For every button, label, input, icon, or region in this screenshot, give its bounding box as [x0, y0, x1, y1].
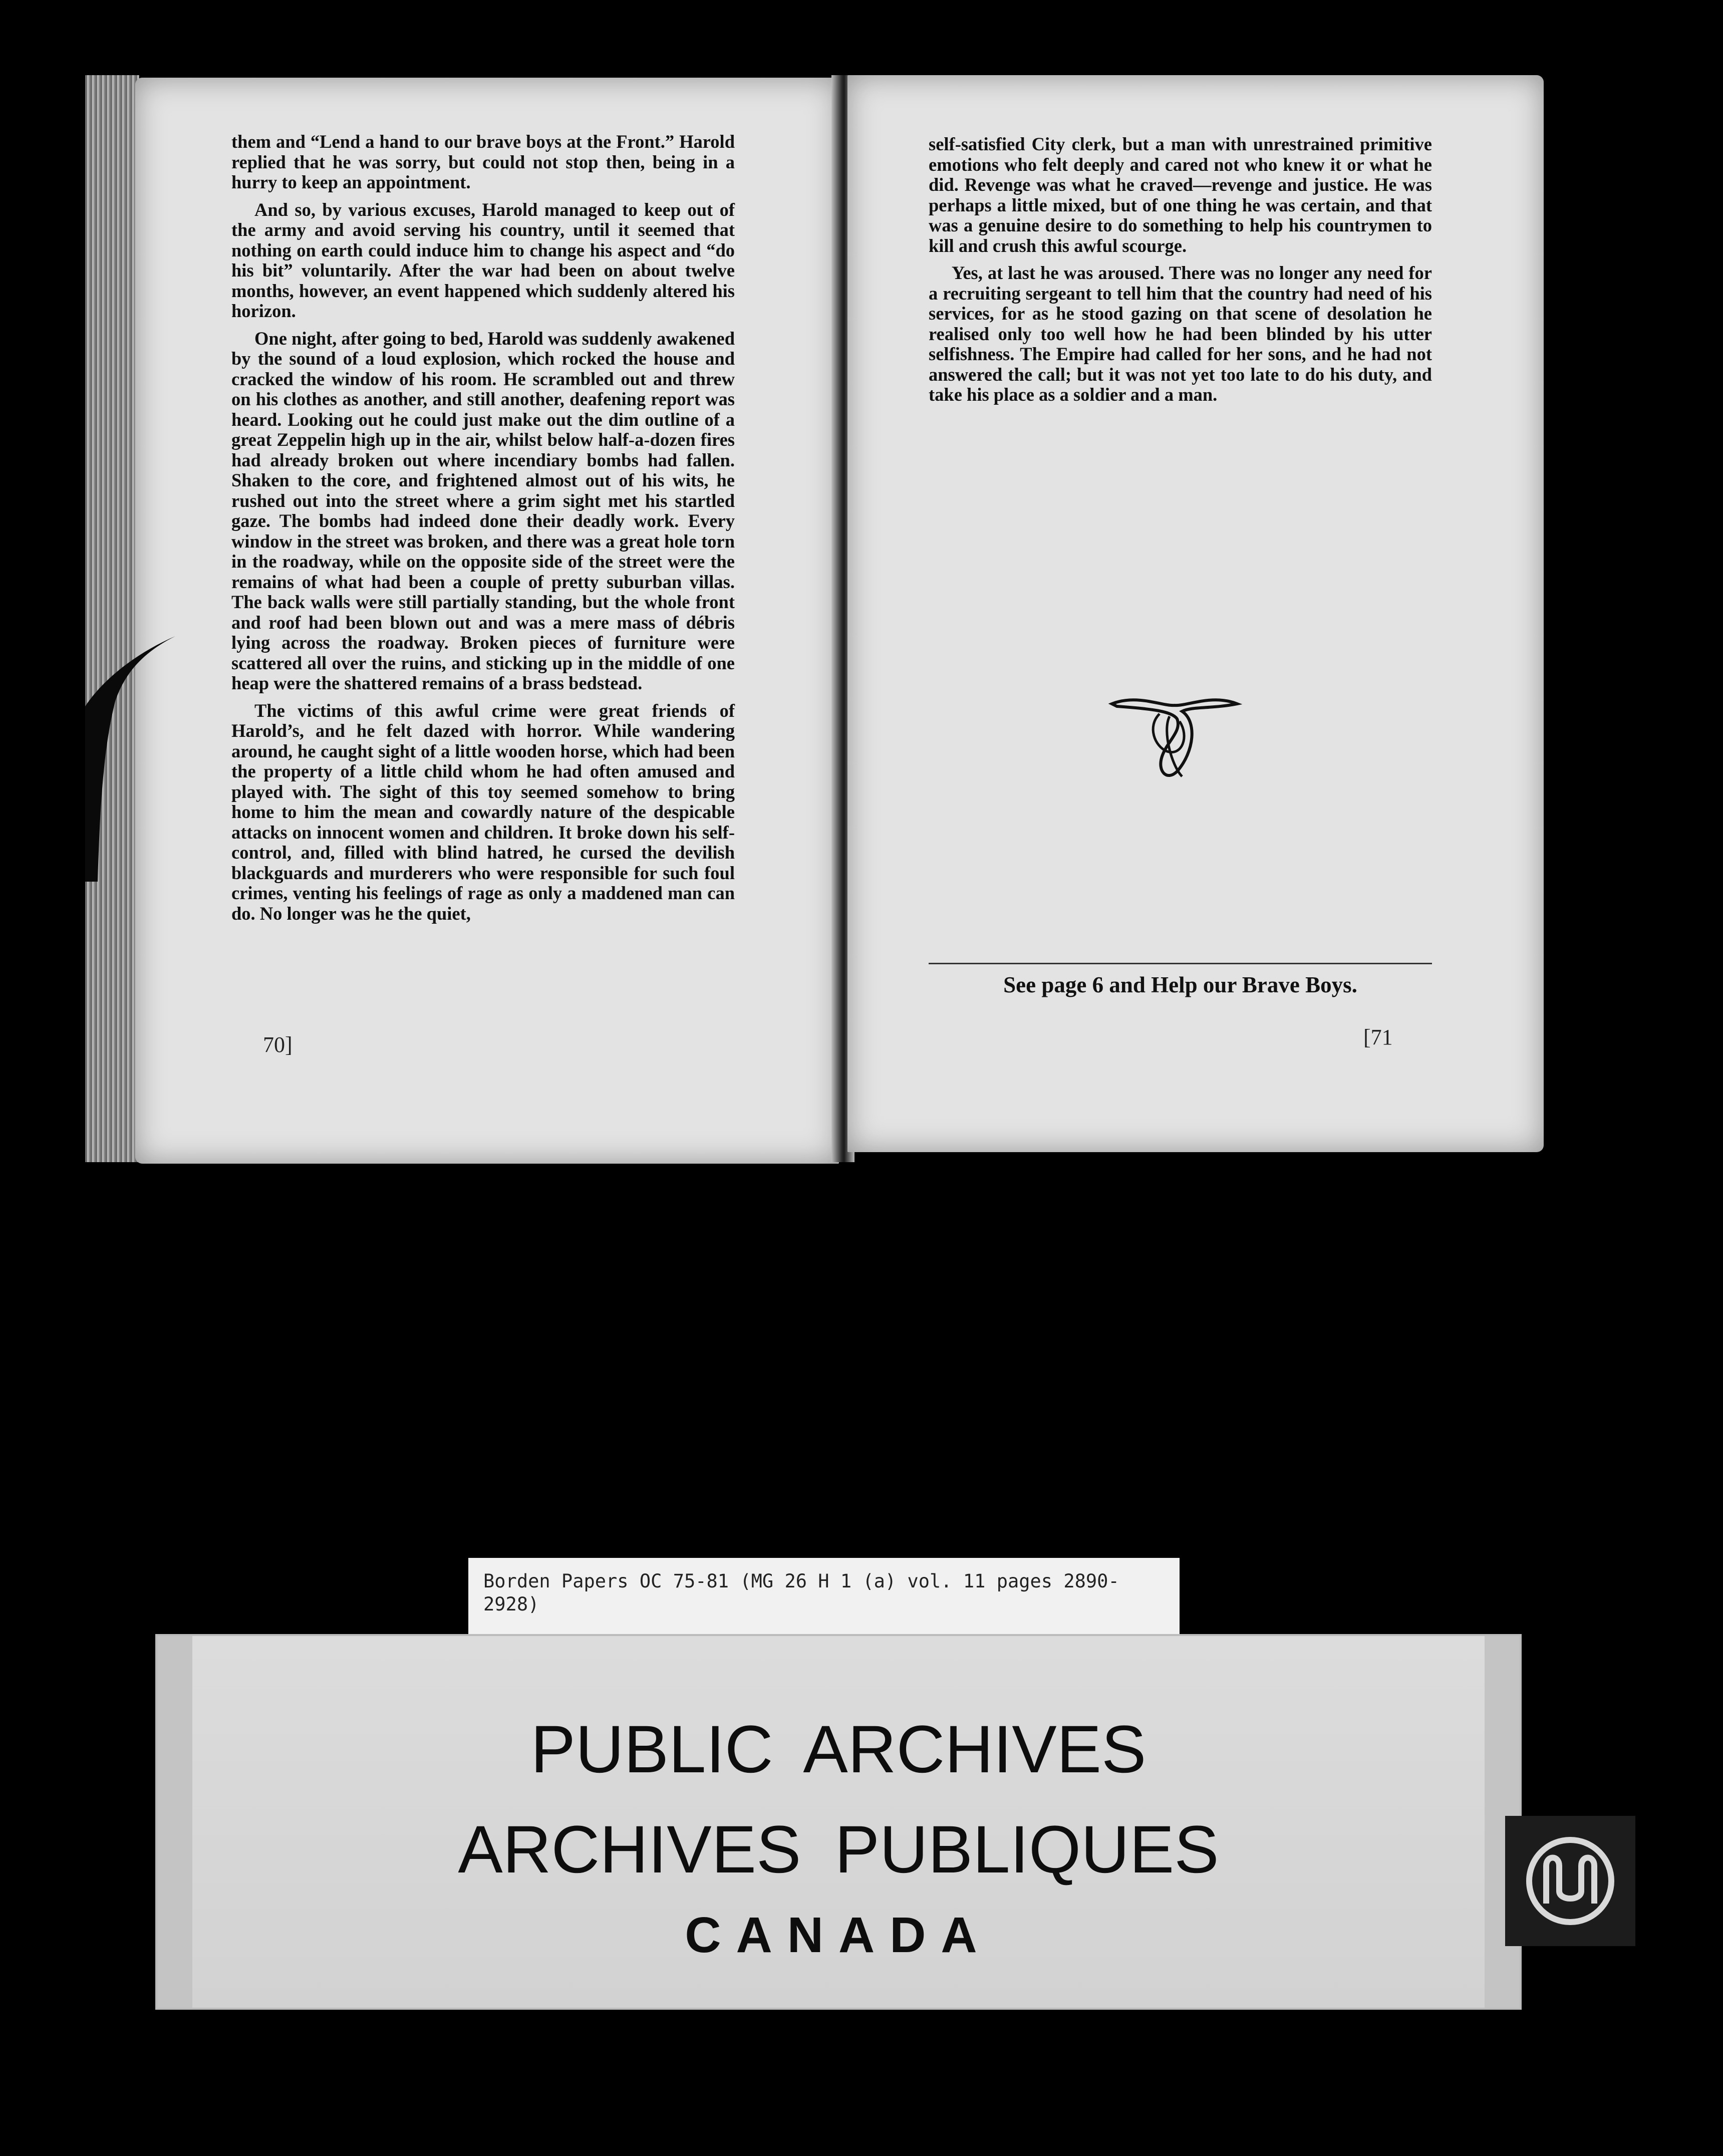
right-paragraph: self-satisfied City clerk, but a man with unrestrained primitive emotions who felt deeply and cared not who knew it or what he did. Revenge was what he craved—revenge and justice. He was perhaps a little mixed, but of one thing he was certain, and that was a genuine desire to do something to help his countrymen to kill and crush this awful scourge.: [929, 134, 1432, 256]
left-page: [135, 78, 839, 1164]
right-paragraph: Yes, at last he was aroused. There was no longer any need for a recruiting sergeant to tell him that the country had need of his services, for as he stood gazing on that scene of desolation he realised only too well how he had been blinded by his utter selfishness. The Empire had called for her sons, and he had not answered the call; but it was not yet too late to do his duty, and take his place as a soldier and a man.: [929, 262, 1432, 405]
left-paragraph: And so, by various excuses, Harold managed to keep out of the army and avoid serving his country, until it seemed that nothing on earth could induce him to change his aspect and “do his bit” voluntarily. After the war had been on about twelve months, however, an event happened which suddenly altered his horizon.: [231, 199, 735, 321]
divider-rule: [929, 963, 1432, 964]
microfilm-logo-icon: [1505, 1816, 1635, 1946]
archives-card: [155, 1634, 1522, 2010]
left-paragraph: them and “Lend a hand to our brave boys at the Front.” Harold replied that he was sorry, but could not stop then, being in a hurry to keep an appointment.: [231, 131, 735, 192]
left-page-text: [231, 132, 735, 931]
reference-slip: [468, 1558, 1180, 1636]
knot-ornament-icon: [1107, 691, 1242, 786]
bookmark-shape: [85, 631, 190, 882]
left-page-number: 70]: [263, 1032, 293, 1057]
reference-line: 2928): [483, 1593, 539, 1615]
left-paragraph: The victims of this awful crime were great friends of Harold’s, and he felt dazed with horror. While wandering around, he caught sight of a little wooden horse, which had been the property of a little child whom he had often amused and played with. The sight of this toy seemed somehow to bring home to him the mean and cowardly nature of the despicable attacks on innocent women and children. It broke down his self-control, and, filled with blind hatred, he cursed the devilish blackguards and murderers who were responsible for such foul crimes, venting his feelings of rage as only a maddened man can do. No longer was he the quiet,: [231, 700, 735, 924]
right-page-number: [71: [1363, 1025, 1393, 1049]
archives-title-fr: ARCHIVES PUBLIQUES: [458, 1812, 1219, 1887]
reference-line: Borden Papers OC 75-81 (MG 26 H 1 (a) vol. 11 pages 2890-: [483, 1570, 1119, 1592]
right-page: [847, 75, 1544, 1152]
archives-title-en: PUBLIC ARCHIVES: [530, 1712, 1146, 1787]
left-paragraph: One night, after going to bed, Harold was suddenly awakened by the sound of a loud explosion, which rocked the house and cracked the window of his room. He scrambled out and threw on his clothes as another, and still another, deafening report was heard. Looking out he could just make out the dim outline of a great Zeppelin high up in the air, whilst below half-a-dozen fires had already broken out where incendiary bombs had fallen. Shaken to the core, and frightened almost out of his wits, he rushed out into the street where a grim sight met his startled gaze. The bombs had indeed done their deadly work. Every window in the street was broken, and there was a great hole torn in the roadway, while on the opposite side of the street were the remains of what had been a couple of pretty suburban villas. The back walls were still partially standing, but the whole front and roof had been blown out and was a mere mass of débris lying across the roadway. Broken pieces of furniture were scattered all over the ruins, and sticking up in the middle of one heap were the shattered remains of a brass bedstead.: [231, 328, 735, 693]
book-page-edges: [85, 75, 139, 1162]
promo-line: See page 6 and Help our Brave Boys.: [1003, 972, 1357, 997]
archives-country: CANADA: [685, 1907, 992, 1963]
right-page-text: [929, 134, 1432, 412]
